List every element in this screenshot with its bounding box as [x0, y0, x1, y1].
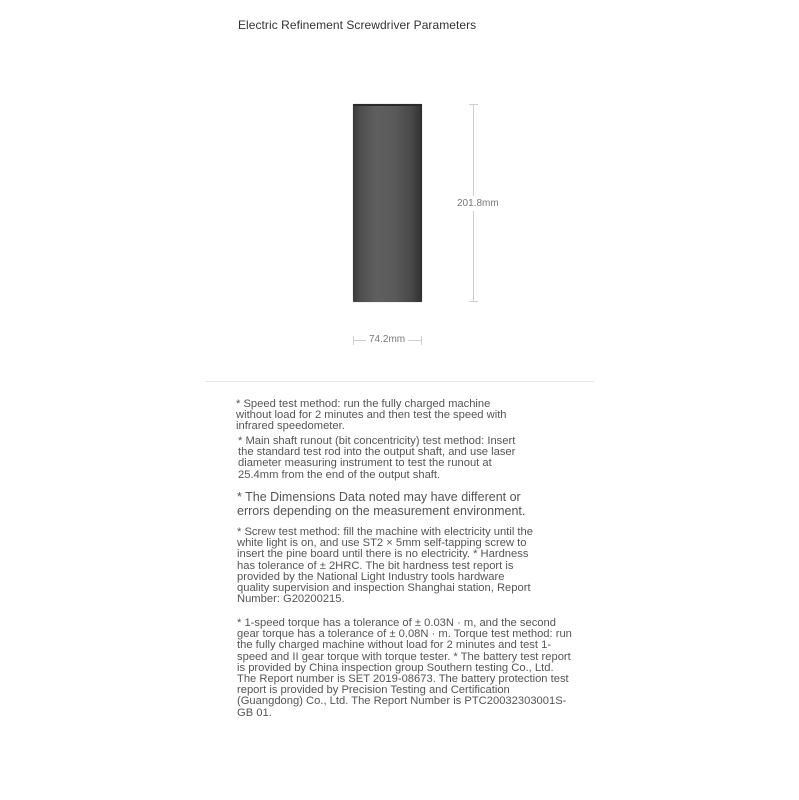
speed-test-note: * Speed test method: run the fully charged machine without load for 2 minutes and then test the speed with infrared speedometer. [236, 398, 507, 433]
dimensions-disclaimer-note: * The Dimensions Data noted may have different or errors depending on the measurement environment. [237, 490, 526, 518]
section-divider [205, 381, 594, 382]
screwdriver-product-image [353, 104, 422, 302]
width-dimension-cap-right [421, 336, 422, 345]
torque-test-note: * 1-speed torque has a tolerance of ± 0.03N · m, and the second gear torque has a tolerance of ± 0.08N · m. Torque test method: run the fully charged machine without load for 2 minutes and test 1- speed and II gear torque with torque tester. * The battery test report is provided by China inspection group Southern testing Co., Ltd. The Report number is SET 2019-08673. The battery protection test report is provided by Precision Testing and Certification (Guangdong) Co., Ltd. The Report Number is PTC20032303001S- GB 01. [237, 617, 572, 719]
screw-test-note: * Screw test method: fill the machine with electricity until the white light is on, and use ST2 × 5mm self-tapping screw to insert the pine board until there is no electricity. * Hardness has tolerance of ± 2HRC. The bit hardness test report is provided by the National Light Industry tools hardware quality supervision and inspection Shanghai station, Report Number: G20200215. [237, 526, 533, 606]
width-dimension-label: 74.2mm [366, 334, 408, 345]
height-dimension-cap-bottom [469, 301, 478, 302]
runout-test-note: * Main shaft runout (bit concentricity) test method: Insert the standard test rod into the output shaft, and use laser diameter measuring instrument to test the runout at 25.4mm from the end of the output shaft. [238, 435, 516, 481]
height-dimension-label: 201.8mm [457, 198, 499, 209]
page-title: Electric Refinement Screwdriver Parameters [238, 18, 477, 32]
